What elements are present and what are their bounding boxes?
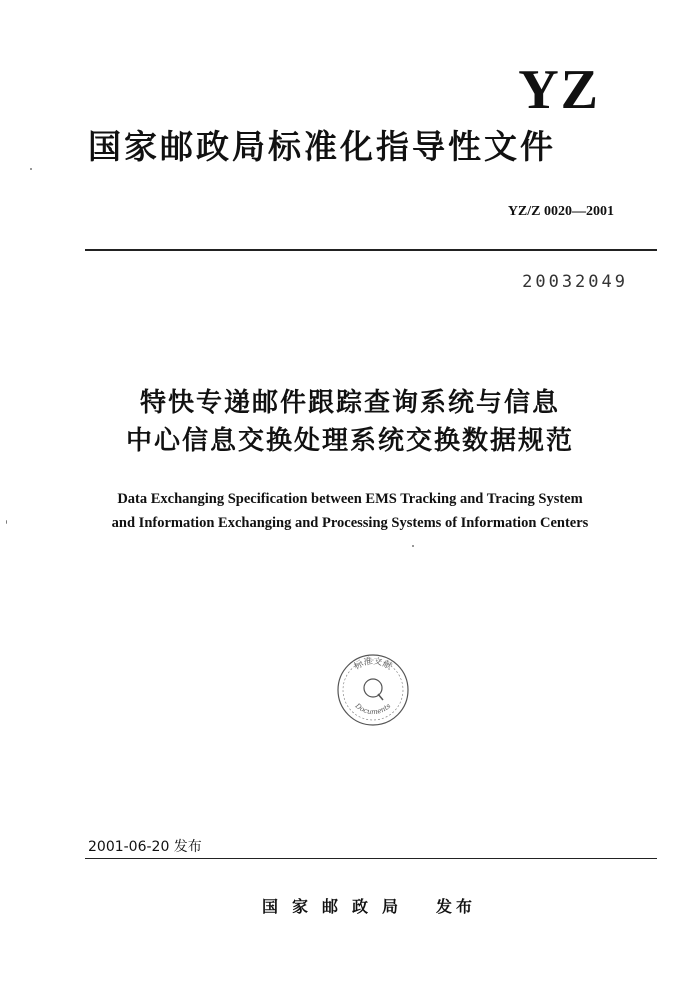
issuing-authority: 国家邮政局 — [262, 897, 413, 916]
standard-code: YZ/Z 0020—2001 — [507, 204, 614, 219]
svg-text:标准文献 — [352, 655, 395, 673]
scan-speck — [30, 168, 32, 170]
scan-speck — [6, 520, 7, 524]
svg-text:Documents — [353, 701, 393, 716]
header-divider — [85, 249, 657, 251]
standard-logo: YZ — [518, 59, 600, 121]
chinese-title-line-2: 中心信息交换处理系统交换数据规范 — [125, 426, 574, 456]
english-title-line-1: Data Exchanging Specification between EMS Tracking and Tracing System — [117, 491, 583, 507]
footer-divider — [85, 858, 657, 859]
english-title-line-2: and Information Exchanging and Processing Systems of Information Centers — [111, 515, 589, 531]
issue-label: 发布 — [436, 897, 477, 916]
stamp-text-bottom: Documents — [353, 701, 393, 717]
library-stamp-icon — [335, 652, 411, 728]
scan-speck — [412, 545, 414, 547]
document-type-heading: 国家邮政局标准化指导性文件 — [88, 127, 556, 166]
archive-number: 20032049 — [522, 272, 628, 292]
chinese-title-line-1: 特快专递邮件跟踪查询系统与信息 — [139, 388, 560, 418]
issue-date: 2001-06-20 发布 — [88, 839, 202, 855]
stamp-text-top: 标准文献 — [352, 656, 394, 673]
